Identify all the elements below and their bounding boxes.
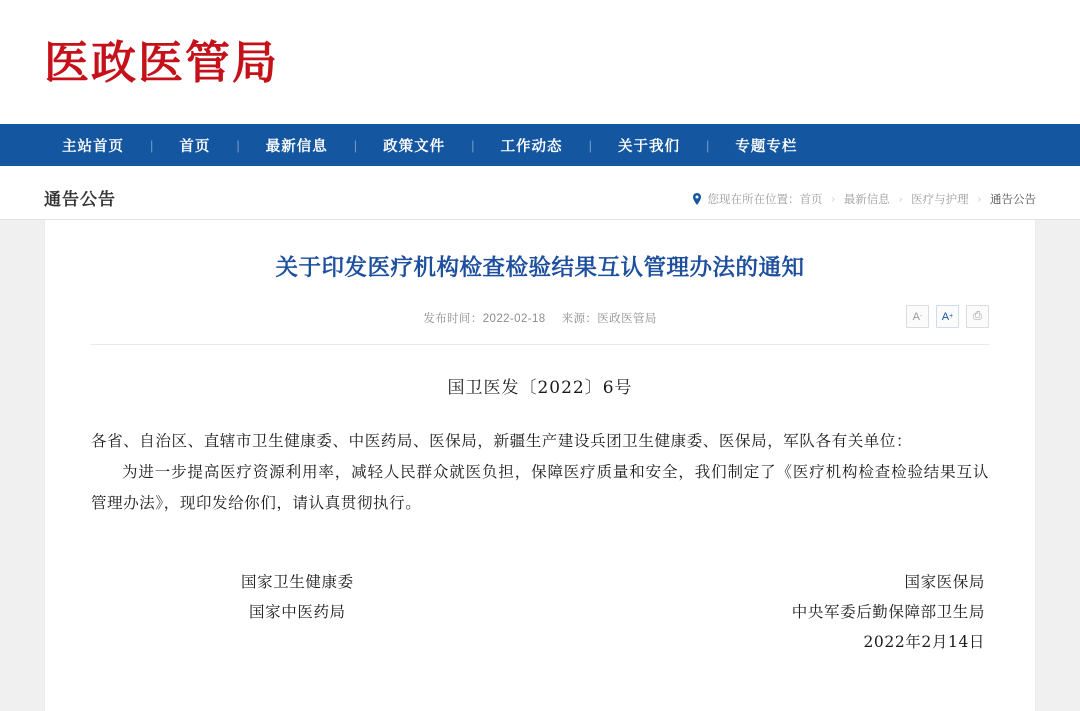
signature-left [91, 567, 354, 657]
nav-separator: | [150, 137, 154, 153]
source-value: 医政医管局 [597, 313, 657, 326]
publish-time-value: 2022-02-18 [482, 313, 546, 326]
nav-item-special-columns[interactable]: 专题专栏 [735, 138, 798, 155]
article-card [44, 220, 1036, 711]
source-label: 来源： [561, 313, 598, 326]
publish-time-label: 发布时间： [423, 313, 483, 326]
breadcrumb-item-medical-nursing[interactable]: 医疗与护理 [911, 194, 969, 206]
signature-line: 国家医保局 [904, 573, 985, 592]
article-meta [423, 310, 657, 326]
site-masthead [0, 0, 1080, 124]
font-decrease-label: A [912, 310, 920, 323]
article-toolbar [906, 305, 989, 328]
font-increase-label: A [941, 310, 950, 323]
divider [91, 344, 989, 345]
breadcrumb-arrow: › [831, 193, 835, 205]
nav-separator: | [705, 137, 710, 153]
font-decrease-sup: - [920, 313, 923, 321]
nav-item-home-main[interactable]: 主站首页 [62, 138, 124, 155]
printer-icon: ⎙ [973, 310, 982, 323]
breadcrumb-item-home[interactable]: 首页 [799, 194, 823, 206]
location-pin-icon [692, 193, 702, 205]
print-button[interactable] [966, 305, 989, 328]
nav-item-policy-documents[interactable]: 政策文件 [383, 138, 446, 155]
nav-item-latest-news[interactable]: 最新信息 [265, 138, 328, 155]
article-meta-row [91, 305, 989, 331]
nav-item-home[interactable]: 首页 [179, 138, 211, 155]
article-body [91, 373, 989, 657]
article-paragraph: 各省、自治区、直辖市卫生健康委、中医药局、医保局，新疆生产建设兵团卫生健康委、医保局，军队各有关单位： [91, 432, 913, 451]
signature-line: 中央军委后勤保障部卫生局 [791, 603, 985, 622]
content-stage [0, 220, 1080, 711]
nav-item-work-updates[interactable]: 工作动态 [500, 138, 563, 155]
nav-separator: | [353, 137, 358, 153]
article-paragraph: 为进一步提高医疗资源利用率，减轻人民群众就医负担，保障医疗质量和安全，我们制定了《医疗机构检查检验结果互认管理办法》，现印发给你们，请认真贯彻执行。 [91, 463, 989, 513]
signature-line: 国家卫生健康委 [241, 573, 354, 592]
article-signature [91, 567, 989, 657]
page-title: 通告公告 [44, 190, 116, 209]
site-logo[interactable]: 医政医管局 [44, 35, 280, 89]
signature-right [792, 567, 989, 657]
breadcrumb [692, 191, 1036, 219]
breadcrumb-arrow: › [977, 193, 981, 205]
signature-date: 2022年2月14日 [863, 633, 985, 652]
breadcrumb-label: 您现在所在位置： [707, 194, 800, 206]
document-number: 国卫医发〔2022〕6号 [447, 378, 633, 399]
nav-item-about-us[interactable]: 关于我们 [617, 138, 680, 155]
font-increase-sup: + [949, 313, 954, 321]
breadcrumb-item-latest-news[interactable]: 最新信息 [843, 194, 890, 206]
font-decrease-button[interactable] [906, 305, 929, 328]
nav-separator: | [471, 137, 475, 153]
section-header [0, 166, 1080, 220]
breadcrumb-arrow: › [898, 193, 903, 205]
main-navigation [0, 124, 1080, 166]
font-increase-button[interactable] [936, 305, 959, 328]
breadcrumb-item-current: 通告公告 [990, 194, 1036, 206]
nav-separator: | [588, 137, 592, 153]
nav-separator: | [236, 137, 240, 153]
article-title: 关于印发医疗机构检查检验结果互认管理办法的通知 [275, 255, 805, 281]
signature-line: 国家中医药局 [249, 603, 346, 622]
